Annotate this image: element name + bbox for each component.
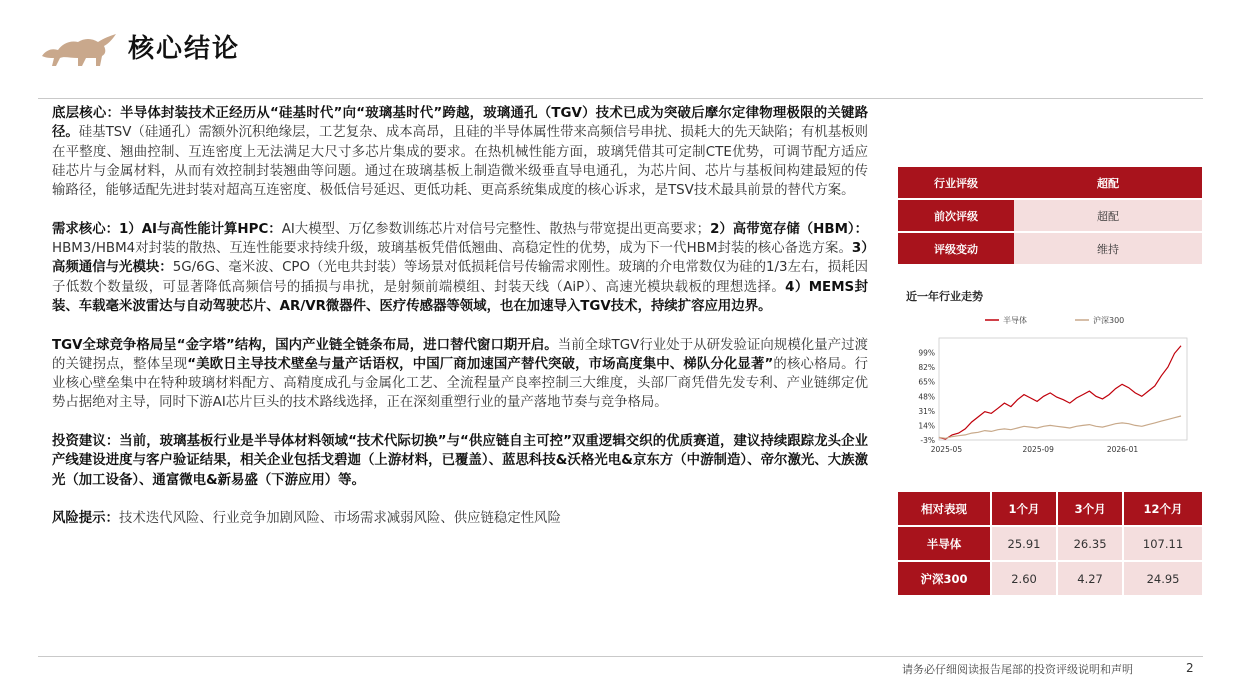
legend-label: 沪深300 bbox=[1093, 316, 1125, 325]
performance-cell: 25.91 bbox=[990, 527, 1056, 560]
rating-label: 前次评级 bbox=[898, 200, 1014, 231]
body-text: 硅基TSV（硅通孔）需额外沉积绝缘层，工艺复杂、成本高昂，且硅的半导体属性带来高频信号串扰、损耗大的先天缺陷；有机基板则在平整度、翘曲控制、互连密度上无法满足大尺寸多芯片集成的要求。在热机械性能方面，玻璃凭借其可定制CTE优势，可调节配方适应硅芯片与金属材料，从而有效控制封装翘曲等问题。通过在玻璃基板上制造微米级垂直导电通孔，为芯片间、芯片与基板间构建最短的传输路径，能够适配先进封装对超高互连密度、极低信号延迟、更低功耗、更高系统集成度的核心诉求，是TSV技术最具前景的替代方案。 bbox=[52, 125, 869, 199]
page-title: 核心结论 bbox=[128, 34, 241, 64]
performance-cell: 24.95 bbox=[1122, 562, 1202, 595]
trend-chart-title: 近一年行业走势 bbox=[906, 290, 983, 303]
emphasis-text: TGV全球竞争格局呈“金字塔”结构，国内产业链全链条布局，进口替代窗口期开启。 bbox=[52, 337, 558, 353]
performance-cell: 2.60 bbox=[990, 562, 1056, 595]
performance-row bbox=[898, 527, 1202, 560]
emphasis-text: 需求核心：1）AI与高性能计算HPC： bbox=[52, 221, 282, 237]
performance-header: 12个月 bbox=[1122, 492, 1202, 525]
y-tick-label: 65% bbox=[918, 377, 935, 387]
performance-header: 1个月 bbox=[990, 492, 1056, 525]
paragraph-demand bbox=[52, 220, 868, 316]
rating-value: 超配 bbox=[1014, 200, 1202, 231]
body-text: AI大模型、万亿参数训练芯片对信号完整性、散热与带宽提出更高要求； bbox=[281, 221, 711, 237]
bull-logo-icon bbox=[40, 28, 120, 72]
disclaimer-text: 请务必仔细阅读报告尾部的投资评级说明和声明 bbox=[902, 663, 1133, 676]
performance-header: 相对表现 bbox=[898, 492, 990, 525]
y-tick-label: 48% bbox=[918, 392, 935, 402]
performance-row-label: 沪深300 bbox=[898, 562, 990, 595]
rating-value: 超配 bbox=[1014, 167, 1202, 198]
y-tick-label: 99% bbox=[918, 348, 935, 358]
x-tick-label: 2025-09 bbox=[1022, 445, 1054, 454]
y-tick-label: 31% bbox=[918, 406, 935, 416]
emphasis-text: “美欧日主导技术壁垒与量产话语权，中国厂商加速国产替代突破，市场高度集中、梯队分化显著” bbox=[187, 356, 774, 372]
emphasis-text: 风险提示： bbox=[52, 511, 119, 527]
emphasis-text: 4）MEMS封装、车载毫米波雷达与自动驾驶芯片、AR/VR微器件、医疗传感器等领域，也在加速导入TGV技术，持续扩容应用边界。 bbox=[52, 279, 868, 314]
body-text: 5G/6G、毫米波、CPO（光电共封装）等场景对低损耗信号传输需求刚性。玻璃的介电常数仅为硅的1/3左右，损耗因子低数个数量级，可显著降低高频信号的插损与串扰，是射频前端模组、封装天线（AiP）、高速光模块载板的理想选择。 bbox=[52, 260, 869, 295]
body-text: 的核心格局。行业核心壁垒集中在特种玻璃材料配方、高精度成孔与金属化工艺、全流程量产良率控制三大维度，头部厂商凭借先发专利、产业链绑定优势占据绝对主导，同时下游AI芯片巨头的技术路线选择，正在深刻重塑行业的量产落地节奏与竞争格局。 bbox=[52, 356, 868, 411]
rating-label: 行业评级 bbox=[898, 167, 1014, 198]
legend-label: 半导体 bbox=[1003, 316, 1027, 325]
y-tick-label: -3% bbox=[920, 436, 935, 445]
rating-row bbox=[898, 233, 1202, 264]
rating-row bbox=[898, 167, 1202, 198]
x-tick-label: 2026-01 bbox=[1106, 445, 1139, 454]
rating-table bbox=[898, 165, 1202, 266]
body-text: 当前全球TGV行业处于从研发验证向规模化量产过渡的关键拐点，整体呈现 bbox=[52, 337, 868, 372]
paragraph-investment bbox=[52, 432, 868, 490]
rating-label: 评级变动 bbox=[898, 233, 1014, 264]
footer-divider bbox=[38, 656, 1203, 657]
paragraph-foundation bbox=[52, 104, 868, 200]
performance-table bbox=[898, 490, 1202, 597]
performance-row-label: 半导体 bbox=[898, 527, 990, 560]
performance-cell: 4.27 bbox=[1056, 562, 1122, 595]
y-tick-label: 14% bbox=[918, 421, 935, 431]
trend-line-chart bbox=[905, 308, 1200, 458]
body-text: 技术迭代风险、行业竞争加剧风险、市场需求减弱风险、供应链稳定性风险 bbox=[118, 511, 561, 527]
rating-value: 维持 bbox=[1014, 233, 1202, 264]
page-number: 2 bbox=[1186, 661, 1194, 675]
performance-cell: 26.35 bbox=[1056, 527, 1122, 560]
title-divider bbox=[38, 98, 1203, 99]
emphasis-text: 投资建议：当前，玻璃基板行业是半导体材料领域“技术代际切换”与“供应链自主可控”双重逻辑交织的优质赛道，建议持续跟踪龙头企业产线建设进度与客户验证结果，相关企业包括戈碧迦（上游材料，已覆盖）、蓝思科技&沃格光电&京东方（中游制造）、帝尔激光、大族激光（加工设备）、通富微电&新易盛（下游应用）等。 bbox=[52, 434, 868, 488]
performance-row bbox=[898, 562, 1202, 595]
paragraph-risk bbox=[52, 509, 868, 528]
body-text: HBM3/HBM4对封装的散热、互连性能要求持续升级，玻璃基板凭借低翘曲、高稳定性的优势，成为下一代HBM封装的核心备选方案。 bbox=[52, 241, 852, 257]
performance-header-row bbox=[898, 492, 1202, 525]
paragraph-competition bbox=[52, 336, 868, 413]
performance-header: 3个月 bbox=[1056, 492, 1122, 525]
emphasis-text: 2）高带宽存储（HBM）： bbox=[710, 221, 869, 237]
x-tick-label: 2025-05 bbox=[930, 445, 963, 454]
rating-row bbox=[898, 200, 1202, 231]
main-content bbox=[52, 104, 868, 548]
emphasis-text: 底层核心：半导体封装技术正经历从“硅基时代”向“玻璃基时代”跨越，玻璃通孔（TGV）技术已成为突破后摩尔定律物理极限的关键路径。 bbox=[52, 106, 868, 141]
performance-cell: 107.11 bbox=[1122, 527, 1202, 560]
emphasis-text: 3）高频通信与光模块： bbox=[52, 241, 868, 276]
y-tick-label: 82% bbox=[918, 363, 935, 373]
